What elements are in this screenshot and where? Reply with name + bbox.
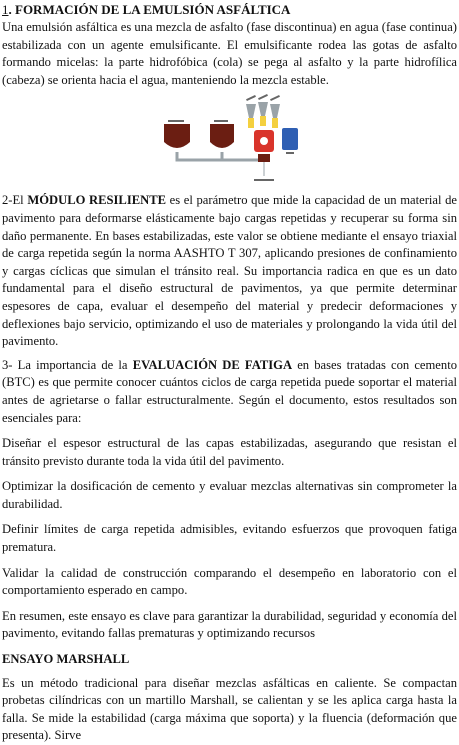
- section3-item-1: Diseñar el espesor estructural de las capas estabilizadas, asegurando que resistan el tránsito previsto durante toda la vida útil del pavimento.: [2, 436, 457, 468]
- emulsion-process-diagram: [150, 94, 310, 186]
- emulsifier-hoppers: [246, 102, 280, 128]
- document-page: [0, 1, 459, 743]
- section1-number: 1: [2, 2, 9, 17]
- connecting-pipes: [177, 152, 260, 160]
- section3-summary: En resumen, este ensayo es clave para garantizar la durabilidad, seguridad y economía del pavimento, evitando fallas prematuras y optimizando recursos: [2, 608, 457, 641]
- section3-item-2: Optimizar la dosificación de cemento y evaluar mezclas alternativas sin comprometer la durabilidad.: [2, 479, 457, 511]
- water-tank: [282, 128, 298, 150]
- section2-prefix: 2-El: [2, 193, 28, 208]
- asphalt-tank-middle: [210, 124, 234, 148]
- section3-item-3: Definir límites de carga repetida admisibles, evitando esfuerzos que provoquen fatiga prematura.: [2, 522, 457, 555]
- section1-body: Una emulsión asfáltica es una mezcla de asfalto (fase discontinua) en agua (fase continua) estabilizada con un agente emulsificante. El emulsificante rodea las gotas de asfalto formando micelas: la parte hidrofóbica (cola) se pega al asfalto y la parte hidrofílica (cabeza) se orienta hacia el agua, manteniendo la mezcla estable.: [2, 20, 457, 87]
- output-outlet: [258, 154, 270, 176]
- section1-title: [2, 1, 457, 19]
- emulsion-process-figure: [2, 94, 457, 186]
- mixing-mill: [254, 130, 274, 152]
- section4-body: Es un método tradicional para diseñar mezclas asfálticas en caliente. Se compactan probetas cilíndricas con un martillo Marshall, se calientan y se les aplica carga hasta la falla. Se mide la estabilidad (carga máxima que soporta) y la fluencia (deformación que presenta). Sirve: [2, 675, 457, 743]
- section4-heading: ENSAYO MARSHALL: [2, 652, 130, 667]
- section3-bold-term: EVALUACIÓN DE FATIGA: [132, 357, 293, 372]
- section3-item-4: Validar la calidad de construcción comparando el desempeño en laboratorio con el comportamiento esperado en campo.: [2, 565, 457, 598]
- section3-body: en bases tratadas con cemento (BTC) es que permite conocer cuántos ciclos de carga repetida puede soportar el material antes de agrietarse o fallar estructuralmente. Según el documento, estos resultados son esenciales para:: [2, 357, 457, 425]
- section3-prefix: 3- La importancia de la: [2, 357, 133, 372]
- section2-body: es el parámetro que mide la capacidad de un material de pavimento para deformarse elásticamente bajo cargas repetidas y recuperar su forma sin daño permanente. En bases estabilizadas, este valor se obtiene mediante el ensayo triaxial de carga repetida según la norma AASHTO T 307, aplicando presiones de confinamiento y cargas cíclicas que simulan el tránsito real. Su importancia radica en que es un dato fundamental para el diseño estructural de pavimentos, ya que permite determinar espesores de capa, evaluar el desempeño del material y predecir deformaciones y deflexiones bajo servicio, optimizando el uso de materiales y prolongando la vida útil del pavimento.: [2, 193, 458, 349]
- section4-title: [2, 651, 457, 669]
- section2-bold-term: MÓDULO RESILIENTE: [27, 193, 167, 208]
- asphalt-tank-left: [164, 124, 190, 148]
- section1-heading: . FORMACIÓN DE LA EMULSIÓN ASFÁLTICA: [8, 2, 291, 17]
- section3-paragraph: [2, 357, 457, 427]
- section2-paragraph: [2, 192, 457, 350]
